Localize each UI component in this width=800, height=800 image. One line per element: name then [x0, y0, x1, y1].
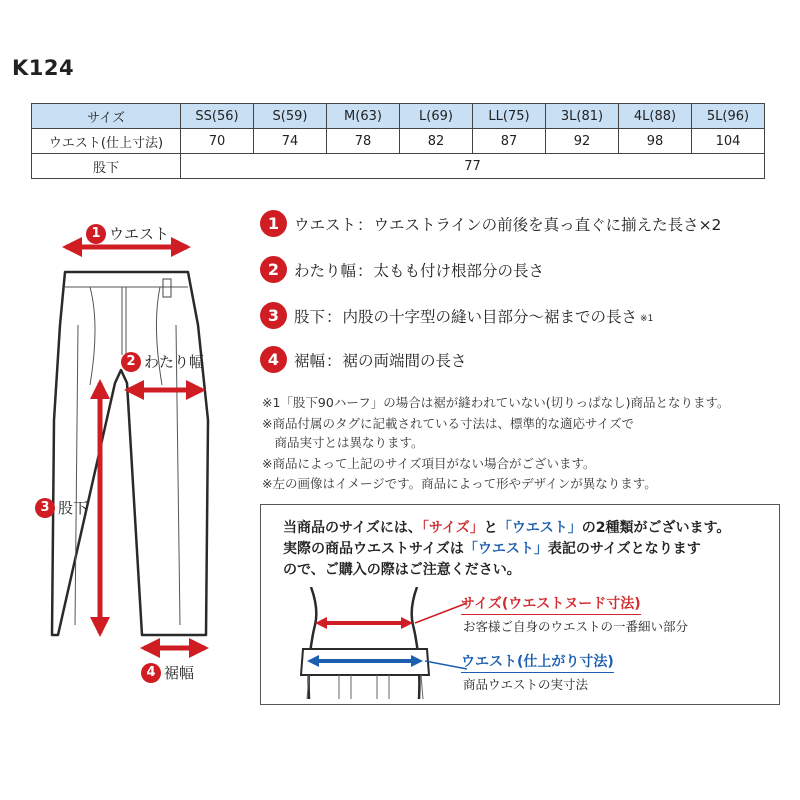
notice-line-2 [283, 538, 701, 558]
number-badge: 1 [86, 224, 106, 244]
notice-text: 当商品のサイズには、 [283, 520, 422, 536]
number-badge: 4 [141, 663, 161, 683]
legend-footnote-ref: ※1 [640, 313, 654, 324]
torso-outline [309, 587, 420, 699]
number-badge: 4 [260, 346, 287, 373]
waist-comparison-diagram [289, 587, 469, 699]
diagram-label-waist [86, 223, 169, 244]
pants-diagram [30, 215, 255, 690]
number-badge: 2 [260, 256, 287, 283]
size-cell: S(59) [254, 104, 327, 129]
note-line: ※左の画像はイメージです。商品によって形やデザインが異なります。 [262, 476, 657, 491]
notice-highlight-waist: 「ウエスト」 [497, 520, 582, 536]
size-cell: 3L(81) [546, 104, 619, 129]
diagram-label-text: わたり幅 [144, 353, 205, 371]
size-desc: お客様ご自身のウエストの一番細い部分 [463, 619, 689, 634]
number-badge: 2 [121, 352, 141, 372]
legend-item-hem: 4 裾幅 ： 裾の両端間の長さ [260, 346, 467, 373]
notice-line-3: ので、ご購入の際はご注意ください。 [283, 562, 521, 578]
legend-term: 股下 [294, 307, 326, 326]
size-leader-line [415, 603, 467, 623]
waist-desc: 商品ウエストの実寸法 [463, 677, 589, 692]
waist-cell: 82 [400, 129, 473, 154]
legend-item-inseam: 3 股下 ： 内股の十字型の縫い目部分～裾までの長さ ※1 [260, 302, 653, 329]
legend-desc: 裾の両端間の長さ [342, 351, 467, 370]
number-badge: 3 [260, 302, 287, 329]
size-cell: M(63) [327, 104, 400, 129]
waist-cell: 74 [254, 129, 327, 154]
size-header-row [32, 104, 765, 129]
note-line: ※商品によって上記のサイズ項目がない場合がございます。 [262, 456, 596, 471]
notice-text: の2種類がございます。 [581, 520, 731, 536]
diagram-label-text: 裾幅 [164, 664, 195, 682]
waist-title [461, 651, 614, 673]
waist-title-text: ウエスト(仕上がり寸法) [461, 654, 614, 670]
diagram-label-hem [141, 662, 194, 683]
legend-term: わたり幅 [294, 261, 357, 280]
note-line: ※1「股下90ハーフ」の場合は裾が縫われていない(切りっぱなし)商品となります。 [262, 395, 730, 410]
notice-text: 表記のサイズとなります [547, 541, 701, 557]
notice-highlight-size: 「サイズ」 [421, 520, 484, 536]
waist-row [32, 129, 765, 154]
size-title [461, 593, 641, 615]
waist-cell: 104 [692, 129, 765, 154]
diagram-label-thigh [121, 351, 204, 372]
diagram-label-text: 股下 [58, 499, 89, 517]
legend-desc: 太もも付け根部分の長さ [373, 261, 545, 280]
legend-term: 裾幅 [294, 351, 326, 370]
number-badge: 3 [35, 498, 55, 518]
note-line: 商品実寸とは異なります。 [262, 435, 424, 450]
notice-line-1 [283, 517, 730, 537]
size-header-label: サイズ [32, 104, 181, 129]
waist-cell: 92 [546, 129, 619, 154]
legend-desc: ウエストラインの前後を真っ直ぐに揃えた長さ×2 [373, 215, 722, 234]
legend-item-thigh: 2 わたり幅 ： 太もも付け根部分の長さ [260, 256, 544, 283]
diagram-label-text: ウエスト [109, 225, 170, 243]
size-title-text: サイズ(ウエストヌード寸法) [461, 596, 641, 612]
size-cell: L(69) [400, 104, 473, 129]
notice-text: と [483, 520, 498, 536]
waist-cell: 78 [327, 129, 400, 154]
note-line: ※商品付属のタグに記載されている寸法は、標準的な適応サイズで [262, 416, 634, 431]
waist-cell: 98 [619, 129, 692, 154]
waist-label: ウエスト(仕上寸法) [32, 129, 181, 154]
legend-term: ウエスト [294, 215, 357, 234]
waist-cell: 87 [473, 129, 546, 154]
size-cell: 4L(88) [619, 104, 692, 129]
legend-desc: 内股の十字型の縫い目部分～裾までの長さ [342, 307, 638, 326]
size-table [31, 103, 765, 179]
pants-lines [307, 675, 423, 699]
size-cell: SS(56) [181, 104, 254, 129]
number-badge: 1 [260, 210, 287, 237]
product-code: K124 [12, 56, 75, 80]
inseam-row [32, 154, 765, 179]
diagram-label-inseam [35, 497, 88, 518]
size-cell: LL(75) [473, 104, 546, 129]
waist-cell: 70 [181, 129, 254, 154]
legend-item-waist: 1 ウエスト ： ウエストラインの前後を真っ直ぐに揃えた長さ×2 [260, 210, 721, 237]
inseam-label: 股下 [32, 154, 181, 179]
notice-highlight-waist: 「ウエスト」 [463, 541, 548, 557]
size-notice-box [260, 504, 780, 705]
size-cell: 5L(96) [692, 104, 765, 129]
inseam-cell: 77 [181, 154, 765, 179]
notice-text: 実際の商品ウエストサイズは [283, 541, 464, 557]
